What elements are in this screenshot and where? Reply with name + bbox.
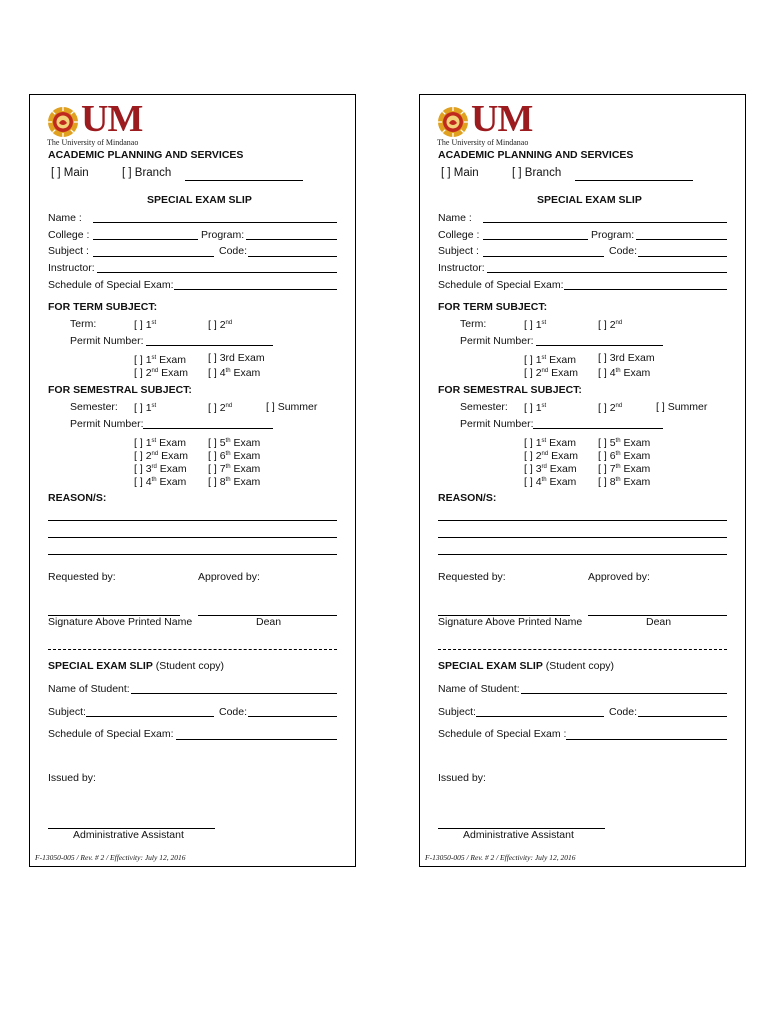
schedule-field[interactable] <box>174 289 337 290</box>
term-option-1[interactable]: [ ] 1st <box>524 319 547 331</box>
semestral-subject-heading: FOR SEMESTRAL SUBJECT: <box>48 384 192 396</box>
reasons-heading: REASON/S: <box>48 492 107 504</box>
term-exam-2nd[interactable]: [ ] 2nd Exam <box>134 367 188 379</box>
schedule-label: Schedule of Special Exam: <box>438 279 564 291</box>
term-exam-4th[interactable]: [ ] 4th Exam <box>598 367 651 379</box>
student-code-label: Code: <box>609 706 638 718</box>
semester-option-summer[interactable]: [ ] Summer <box>656 401 708 413</box>
student-subject-label: Subject: <box>438 706 476 718</box>
semestral-exam-7[interactable]: [ ] 7th Exam <box>208 463 261 475</box>
reason-line-1[interactable] <box>438 520 727 521</box>
student-code-field[interactable] <box>638 716 727 717</box>
reason-line-1[interactable] <box>48 520 337 521</box>
semestral-permit-label: Permit Number: <box>460 418 534 430</box>
semester-option-2[interactable]: [ ] 2nd <box>208 402 233 414</box>
semestral-exam-2[interactable]: [ ] 2nd Exam <box>524 450 578 462</box>
cut-line <box>48 649 337 650</box>
logo-um-text: UM <box>81 98 143 140</box>
semestral-exam-6[interactable]: [ ] 6th Exam <box>598 450 651 462</box>
semestral-exam-1[interactable]: [ ] 1st Exam <box>134 437 186 449</box>
semester-label: Semester: <box>460 401 508 413</box>
term-exam-3rd[interactable]: [ ] 3rd Exam <box>208 352 265 364</box>
requested-by-label: Requested by: <box>48 571 116 583</box>
semestral-exam-5[interactable]: [ ] 5th Exam <box>598 437 651 449</box>
term-option-2[interactable]: [ ] 2nd <box>208 319 233 331</box>
student-subject-field[interactable] <box>476 716 604 717</box>
name-label: Name : <box>438 212 472 224</box>
reason-line-2[interactable] <box>438 537 727 538</box>
name-field[interactable] <box>483 222 727 223</box>
university-seal-icon <box>47 106 79 138</box>
campus-main-checkbox[interactable]: [ ] Main <box>441 167 479 179</box>
dean-label: Dean <box>256 616 282 628</box>
term-exam-1st[interactable]: [ ] 1st Exam <box>524 354 576 366</box>
term-permit-field[interactable] <box>536 345 663 346</box>
term-exam-2nd[interactable]: [ ] 2nd Exam <box>524 367 578 379</box>
semestral-exam-8[interactable]: [ ] 8th Exam <box>208 476 261 488</box>
student-name-label: Name of Student: <box>438 683 520 695</box>
branch-blank[interactable] <box>185 180 303 181</box>
code-label: Code: <box>609 245 638 257</box>
campus-main-checkbox[interactable]: [ ] Main <box>51 167 89 179</box>
term-permit-field[interactable] <box>146 345 273 346</box>
dean-label: Dean <box>646 616 672 628</box>
semestral-exam-8[interactable]: [ ] 8th Exam <box>598 476 651 488</box>
student-subject-field[interactable] <box>86 716 214 717</box>
student-schedule-field[interactable] <box>566 739 727 740</box>
subject-field[interactable] <box>483 256 604 257</box>
student-copy-heading: SPECIAL EXAM SLIP (Student copy) <box>48 660 225 672</box>
semestral-exam-3[interactable]: [ ] 3rd Exam <box>134 463 187 475</box>
student-code-label: Code: <box>219 706 248 718</box>
branch-blank[interactable] <box>575 180 693 181</box>
term-permit-label: Permit Number: <box>70 335 144 347</box>
student-code-field[interactable] <box>248 716 337 717</box>
reason-line-3[interactable] <box>48 554 337 555</box>
issued-by-label: Issued by: <box>48 772 96 784</box>
term-option-2[interactable]: [ ] 2nd <box>598 319 623 331</box>
term-option-1[interactable]: [ ] 1st <box>134 319 157 331</box>
code-field[interactable] <box>248 256 337 257</box>
code-field[interactable] <box>638 256 727 257</box>
code-label: Code: <box>219 245 248 257</box>
instructor-label: Instructor: <box>48 262 95 274</box>
program-field[interactable] <box>636 239 727 240</box>
semester-label: Semester: <box>70 401 118 413</box>
college-label: College : <box>438 229 480 241</box>
student-name-field[interactable] <box>131 693 337 694</box>
term-label: Term: <box>460 318 487 330</box>
logo-um-text: UM <box>471 98 533 140</box>
semester-option-1[interactable]: [ ] 1st <box>524 402 547 414</box>
term-subject-heading: FOR TERM SUBJECT: <box>48 301 158 313</box>
form-code-footer: F-13050-005 / Rev. # 2 / Effectivity: July 12, 2016 <box>35 853 186 862</box>
slip-title: SPECIAL EXAM SLIP <box>147 194 252 206</box>
name-label: Name : <box>48 212 82 224</box>
admin-assistant-label: Administrative Assistant <box>73 829 184 841</box>
issued-by-label: Issued by: <box>438 772 486 784</box>
semestral-exam-6[interactable]: [ ] 6th Exam <box>208 450 261 462</box>
logo-university-name: The University of Mindanao <box>437 138 529 147</box>
term-subject-heading: FOR TERM SUBJECT: <box>438 301 548 313</box>
instructor-field[interactable] <box>487 272 727 273</box>
semestral-exam-3[interactable]: [ ] 3rd Exam <box>524 463 577 475</box>
semestral-exam-5[interactable]: [ ] 5th Exam <box>208 437 261 449</box>
student-schedule-label: Schedule of Special Exam : <box>438 728 567 740</box>
cut-line <box>438 649 727 650</box>
um-logo <box>437 98 547 147</box>
term-label: Term: <box>70 318 97 330</box>
semester-option-1[interactable]: [ ] 1st <box>134 402 157 414</box>
instructor-field[interactable] <box>97 272 337 273</box>
logo-university-name: The University of Mindanao <box>47 138 139 147</box>
program-field[interactable] <box>246 239 337 240</box>
approved-by-label: Approved by: <box>198 571 260 583</box>
campus-branch-checkbox[interactable]: [ ] Branch <box>122 167 172 179</box>
semestral-exam-4[interactable]: [ ] 4th Exam <box>134 476 187 488</box>
college-field[interactable] <box>483 239 588 240</box>
college-label: College : <box>48 229 90 241</box>
program-label: Program: <box>591 229 635 241</box>
term-exam-1st[interactable]: [ ] 1st Exam <box>134 354 186 366</box>
semestral-subject-heading: FOR SEMESTRAL SUBJECT: <box>438 384 582 396</box>
office-heading: ACADEMIC PLANNING AND SERVICES <box>48 149 244 161</box>
semester-option-2[interactable]: [ ] 2nd <box>598 402 623 414</box>
campus-branch-checkbox[interactable]: [ ] Branch <box>512 167 562 179</box>
student-schedule-field[interactable] <box>176 739 337 740</box>
reasons-heading: REASON/S: <box>438 492 497 504</box>
slip-title: SPECIAL EXAM SLIP <box>537 194 642 206</box>
instructor-label: Instructor: <box>438 262 485 274</box>
special-exam-slip-left <box>29 94 356 867</box>
form-code-footer: F-13050-005 / Rev. # 2 / Effectivity: July 12, 2016 <box>425 853 576 862</box>
student-name-field[interactable] <box>521 693 727 694</box>
student-copy-heading: SPECIAL EXAM SLIP (Student copy) <box>438 660 615 672</box>
college-field[interactable] <box>93 239 198 240</box>
semestral-permit-label: Permit Number: <box>70 418 144 430</box>
semestral-exam-4[interactable]: [ ] 4th Exam <box>524 476 577 488</box>
semestral-exam-1[interactable]: [ ] 1st Exam <box>524 437 576 449</box>
subject-field[interactable] <box>93 256 214 257</box>
name-field[interactable] <box>93 222 337 223</box>
special-exam-slip-right <box>419 94 746 867</box>
admin-assistant-label: Administrative Assistant <box>463 829 574 841</box>
university-seal-icon <box>437 106 469 138</box>
requested-by-label: Requested by: <box>438 571 506 583</box>
schedule-field[interactable] <box>564 289 727 290</box>
program-label: Program: <box>201 229 245 241</box>
student-subject-label: Subject: <box>48 706 86 718</box>
semester-option-summer[interactable]: [ ] Summer <box>266 401 318 413</box>
subject-label: Subject : <box>48 245 89 257</box>
semestral-permit-field[interactable] <box>533 428 663 429</box>
semestral-exam-2[interactable]: [ ] 2nd Exam <box>134 450 188 462</box>
term-exam-4th[interactable]: [ ] 4th Exam <box>208 367 261 379</box>
semestral-permit-field[interactable] <box>143 428 273 429</box>
signature-label: Signature Above Printed Name <box>438 616 583 628</box>
term-permit-label: Permit Number: <box>460 335 534 347</box>
office-heading: ACADEMIC PLANNING AND SERVICES <box>438 149 634 161</box>
term-exam-3rd[interactable]: [ ] 3rd Exam <box>598 352 655 364</box>
schedule-label: Schedule of Special Exam: <box>48 279 174 291</box>
student-name-label: Name of Student: <box>48 683 130 695</box>
approved-by-label: Approved by: <box>588 571 650 583</box>
subject-label: Subject : <box>438 245 479 257</box>
um-logo <box>47 98 157 147</box>
reason-line-3[interactable] <box>438 554 727 555</box>
signature-label: Signature Above Printed Name <box>48 616 193 628</box>
semestral-exam-7[interactable]: [ ] 7th Exam <box>598 463 651 475</box>
student-schedule-label: Schedule of Special Exam: <box>48 728 174 740</box>
reason-line-2[interactable] <box>48 537 337 538</box>
